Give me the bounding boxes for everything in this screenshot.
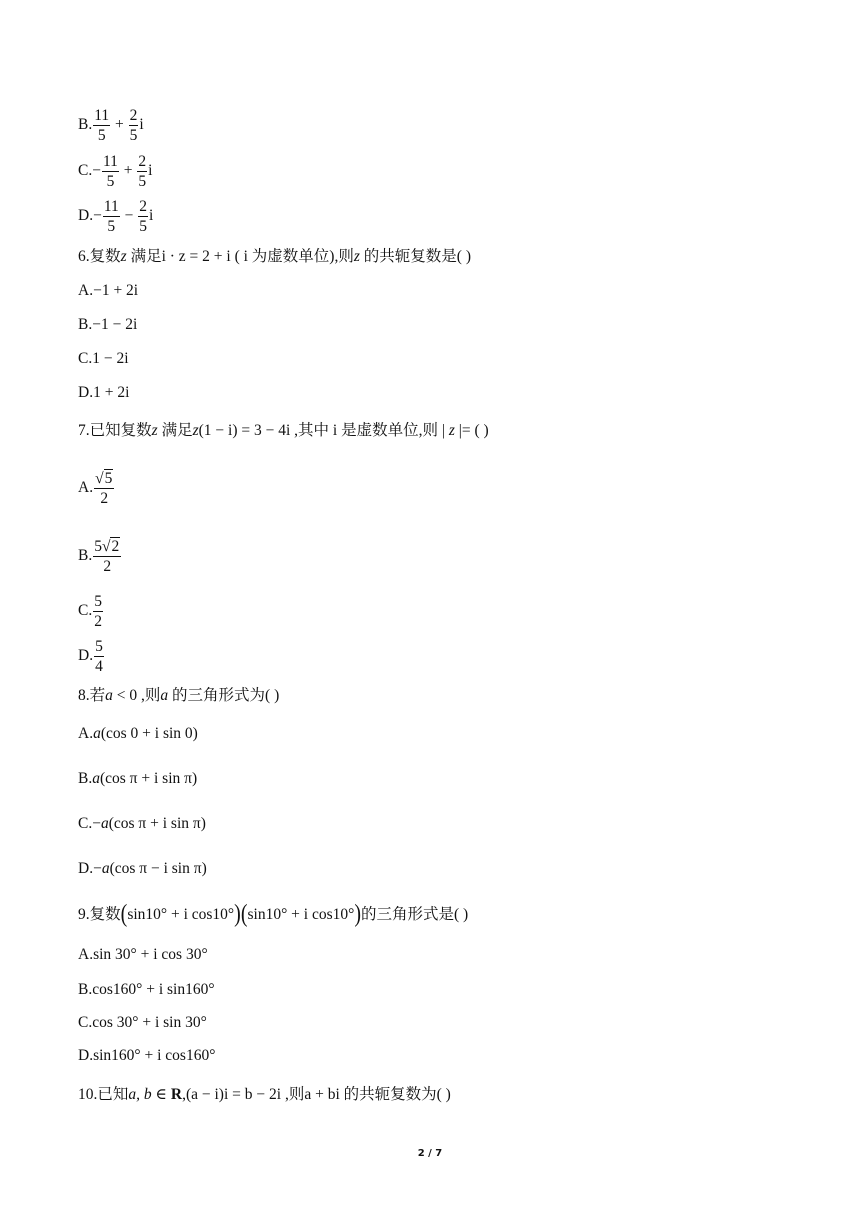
expression: a + bi [304, 1086, 340, 1103]
option-label: D. [78, 384, 94, 401]
option-label: D. [78, 647, 94, 665]
numerator [93, 537, 121, 557]
fraction [93, 537, 121, 576]
paren: ) [234, 900, 241, 928]
page-number: 2 / 7 [417, 1148, 443, 1159]
coefficient: 5 [94, 538, 102, 555]
operator: − [124, 207, 134, 225]
question-8-stem [78, 686, 279, 706]
question-7-option-c [78, 592, 104, 631]
numerator: 2 [138, 153, 147, 170]
denominator: 4 [95, 658, 103, 675]
option-text: −1 + 2i [93, 282, 139, 299]
sign: − [92, 815, 101, 832]
fraction [138, 197, 148, 236]
stem-text: 9.复数 [78, 906, 121, 923]
radicand: 5 [104, 470, 113, 487]
question-10-stem [78, 1085, 451, 1105]
fraction [129, 106, 139, 145]
denominator: 5 [106, 173, 115, 190]
option-label: C. [78, 815, 93, 832]
abs-bar: | [437, 422, 449, 439]
option-text: 1 − 2i [92, 350, 129, 367]
option-label: C. [78, 350, 93, 367]
question-9-option-a [78, 945, 208, 965]
option-label: C. [78, 1014, 93, 1031]
numerator: 11 [102, 153, 118, 170]
option-text: sin160° + i cos160° [93, 1047, 216, 1064]
sqrt: √5 [95, 470, 113, 487]
in-symbol: ∈ [151, 1086, 171, 1103]
question-9-stem [78, 900, 469, 928]
fraction [94, 469, 114, 508]
imag-unit: i [139, 116, 144, 134]
question-6-option-c [78, 349, 129, 369]
stem-text: 的共轭复数为( ) [339, 1086, 451, 1103]
stem-text: ,则 [137, 687, 161, 704]
question-7-option-d [78, 637, 105, 676]
factor: sin10° + i cos10° [127, 906, 235, 923]
option-label: A. [78, 725, 94, 742]
variable-a: a [101, 860, 110, 877]
paren: ( [120, 900, 128, 928]
sign: − [93, 860, 102, 877]
imag-unit: i [149, 207, 154, 225]
stem-text: 满足 [126, 248, 162, 265]
fraction [93, 592, 103, 631]
option-label: B. [78, 547, 93, 565]
stem-text: |= ( ) [454, 422, 489, 439]
option-prev-b [78, 106, 144, 145]
denominator: 5 [139, 218, 148, 235]
option-text: −1 − 2i [92, 316, 138, 333]
option-text: (cos π + i sin π) [99, 770, 198, 787]
numerator: 11 [103, 198, 119, 215]
option-label: A. [78, 282, 94, 299]
option-label: C. [78, 162, 93, 180]
numerator: 11 [94, 107, 110, 124]
real-set: R [170, 1086, 183, 1103]
equation: (1 − i) = 3 − 4i [198, 422, 291, 439]
variable-z: z [448, 422, 455, 439]
numerator: 2 [129, 107, 138, 124]
variable-a: a [92, 770, 100, 787]
radicand: 2 [111, 538, 120, 555]
stem-text: 的三角形式是( ) [360, 906, 469, 923]
variable-a: a [93, 725, 101, 742]
variables: a, b [128, 1086, 152, 1103]
question-6-stem [78, 247, 471, 267]
stem-text: 10.已知 [78, 1086, 129, 1103]
stem-text: ( i 为虚数单位),则 [230, 248, 354, 265]
paren: ( [240, 900, 248, 928]
question-7-option-b [78, 537, 122, 576]
denominator: 5 [129, 127, 138, 144]
sign: − [92, 162, 101, 180]
question-9-option-b [78, 980, 215, 1000]
option-text: 1 + 2i [93, 384, 130, 401]
denominator: 5 [138, 173, 147, 190]
option-label: B. [78, 116, 93, 134]
equation: (a − i)i = b − 2i [185, 1086, 282, 1103]
stem-text: 满足 [157, 422, 193, 439]
operator: + [115, 116, 124, 134]
operator: + [123, 162, 133, 180]
question-6-option-d [78, 383, 129, 403]
factor: sin10° + i cos10° [247, 906, 355, 923]
option-label: C. [78, 602, 93, 620]
variable-a: a [105, 687, 113, 704]
variable-z: z [120, 248, 127, 265]
variable-a: a [160, 687, 169, 704]
question-7-option-a [78, 469, 115, 508]
denominator: 2 [94, 613, 102, 630]
option-prev-d [78, 197, 153, 236]
stem-text: 6.复数 [78, 248, 121, 265]
sqrt: √2 [101, 538, 120, 555]
question-8-option-c [78, 814, 206, 834]
option-text: (cos 0 + i sin 0) [100, 725, 198, 742]
question-9-option-c [78, 1013, 207, 1033]
option-prev-c [78, 152, 152, 191]
numerator: 5 [94, 593, 102, 610]
option-text: (cos π − i sin π) [109, 860, 207, 877]
question-8-option-a [78, 724, 198, 744]
variable-a: a [100, 815, 109, 832]
option-label: A. [78, 479, 94, 497]
question-6-option-b [78, 315, 137, 335]
fraction [137, 152, 147, 191]
option-text: cos 30° + i sin 30° [92, 1014, 207, 1031]
option-text: sin 30° + i cos 30° [93, 946, 208, 963]
denominator: 5 [97, 127, 106, 144]
option-text: cos160° + i sin160° [92, 981, 215, 998]
condition: < 0 [112, 687, 138, 704]
denominator: 2 [103, 558, 112, 575]
question-8-option-d [78, 859, 207, 879]
fraction [102, 152, 119, 191]
fraction [103, 197, 120, 236]
stem-text: ,则 [281, 1086, 305, 1103]
denominator: 5 [107, 218, 116, 235]
sign: − [93, 207, 102, 225]
question-9-option-d [78, 1046, 215, 1066]
option-label: D. [78, 1047, 94, 1064]
imag-unit: i [148, 162, 153, 180]
stem-text: 的共轭复数是( ) [359, 248, 471, 265]
option-text: (cos π + i sin π) [108, 815, 206, 832]
equation: i · z = 2 + i [161, 248, 231, 265]
question-7-stem [78, 421, 489, 441]
denominator: 2 [100, 490, 109, 507]
numerator: 5 [95, 638, 103, 655]
option-label: B. [78, 770, 93, 787]
numerator: 2 [139, 198, 148, 215]
variable-z: z [192, 422, 199, 439]
stem-text: 的三角形式为( ) [168, 687, 280, 704]
stem-text: 7.已知复数 [78, 422, 152, 439]
option-label: A. [78, 946, 94, 963]
fraction [93, 106, 110, 145]
punctuation: , [182, 1086, 186, 1103]
variable-z: z [353, 248, 360, 265]
fraction [94, 637, 104, 676]
paren: ) [354, 900, 361, 928]
question-6-option-a [78, 281, 138, 301]
variable-z: z [151, 422, 158, 439]
option-label: D. [78, 207, 94, 225]
question-8-option-b [78, 769, 197, 789]
option-label: B. [78, 316, 93, 333]
option-label: D. [78, 860, 94, 877]
numerator [94, 469, 114, 489]
stem-text: ,其中 i 是虚数单位,则 [290, 422, 438, 439]
stem-text: 8.若 [78, 687, 106, 704]
option-label: B. [78, 981, 93, 998]
